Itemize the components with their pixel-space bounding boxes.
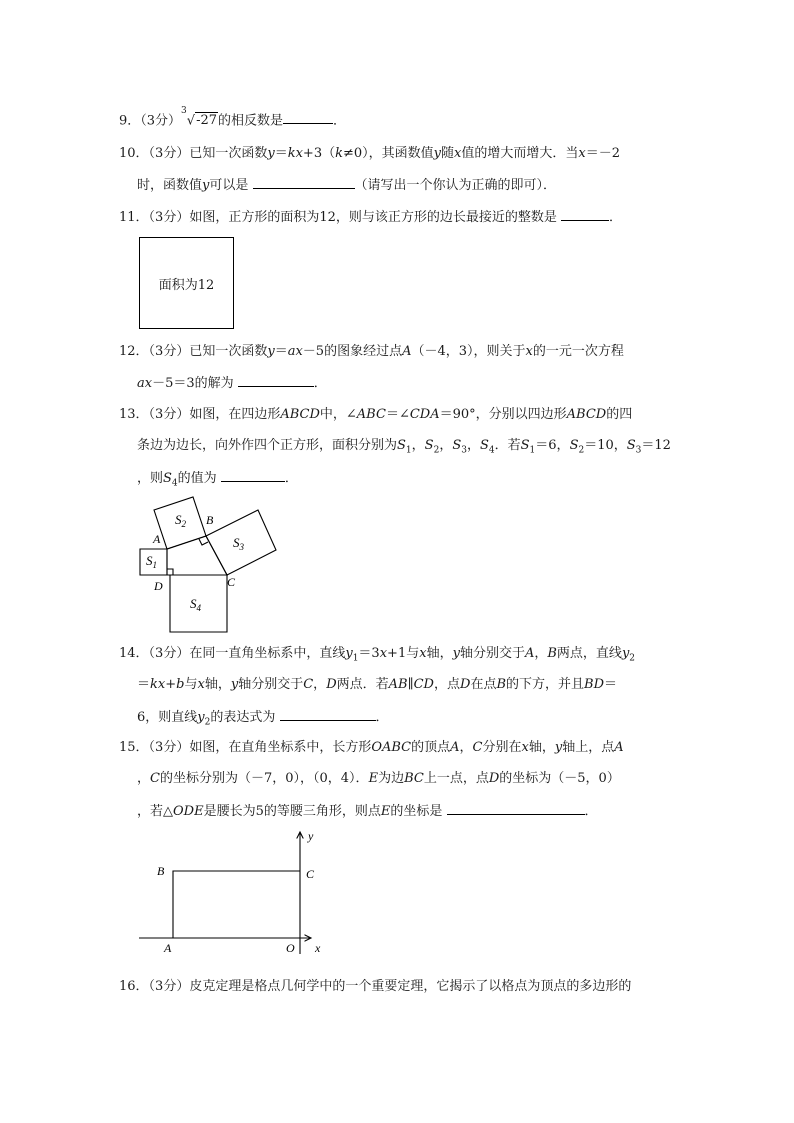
q13-answer-blank[interactable]	[221, 467, 285, 482]
var-y: y	[452, 646, 460, 661]
sub: 4	[488, 445, 495, 456]
var-B: B	[547, 646, 557, 661]
var-A: A	[524, 646, 535, 661]
var-b: b	[176, 677, 185, 692]
var-D: D	[326, 677, 337, 692]
var-x: x	[521, 740, 529, 755]
q13-text: ＝∠	[385, 407, 410, 422]
var-E: E	[368, 771, 379, 786]
square-area-label: 面积为12	[158, 278, 215, 293]
q15-text: ，	[137, 771, 151, 786]
q12-text: 的一元一次方程	[532, 344, 624, 359]
sub: 1	[405, 445, 412, 456]
var-A: A	[614, 740, 624, 755]
question-14-line-3	[137, 706, 389, 733]
q13-text: 的值为	[177, 471, 217, 486]
sep: ，	[439, 438, 453, 453]
q14-text: ，点	[433, 677, 460, 692]
var-D: D	[460, 677, 471, 692]
sep: ，	[411, 438, 425, 453]
var-ABCD: ABCD	[280, 407, 320, 422]
var-x: x	[578, 146, 586, 161]
q9-prefix: 9．（3分）	[119, 113, 182, 129]
sub: 2	[433, 445, 440, 456]
label-o: O	[286, 941, 295, 955]
var-S: S	[569, 438, 579, 453]
var-x: x	[379, 646, 388, 661]
label-c: C	[306, 867, 315, 881]
var-y: y	[202, 178, 210, 193]
q14-text: 6，则直线	[137, 710, 198, 725]
q10-text: （请写出一个你认为正确的即可）．	[354, 178, 557, 193]
question-12-line-2	[137, 372, 327, 394]
q15-answer-blank[interactable]	[447, 800, 585, 815]
label-s2: $S_2$	[175, 512, 186, 529]
var-AB: AB	[388, 677, 408, 692]
var-C: C	[303, 677, 314, 692]
cube-root-expression	[181, 107, 218, 131]
question-11	[119, 206, 622, 228]
rectangle-oabc	[173, 871, 300, 938]
q15-text: 轴上，点	[562, 740, 615, 755]
q14-text: 14．（3分）在同一直角坐标系中，直线	[119, 646, 346, 661]
var-kx: kx	[150, 677, 166, 692]
var-ABC: ABC	[356, 407, 386, 422]
question-14-line-2	[137, 675, 617, 695]
question-16	[119, 977, 631, 997]
q10-text: 可以是	[209, 178, 249, 193]
q15-text: 为边	[378, 771, 405, 786]
q12-text: 12．（3分）已知一次函数	[119, 344, 268, 359]
q13-end: ．	[284, 471, 298, 486]
q14-text: ＝3	[358, 646, 380, 661]
label-x: x	[315, 941, 321, 955]
q13-text: 13．（3分）如图，在四边形	[119, 407, 281, 422]
sub: 2	[578, 445, 585, 456]
var-ABCD: ABCD	[566, 407, 607, 422]
var-B: B	[496, 677, 507, 692]
sub: 1	[529, 445, 536, 456]
label-b: B	[157, 864, 165, 878]
label-s3: $S_3$	[233, 535, 244, 552]
q10-text: 值的增大而增大．当	[461, 146, 579, 161]
q14-text: 轴，	[204, 677, 231, 692]
radicand: -27	[196, 113, 218, 129]
label-d: D	[154, 579, 163, 593]
q14-text: 轴，	[426, 646, 453, 661]
label-a: A	[164, 941, 172, 955]
q14-text: 的下方，并且	[506, 677, 585, 692]
question-10-line-2	[137, 174, 556, 196]
var-CD: CD	[413, 677, 434, 692]
radical-sign: √	[186, 113, 196, 129]
var-S: S	[163, 471, 172, 486]
q15-text: 的坐标分别为（－7，0），（0，4）．	[159, 771, 369, 786]
q13-text: ，则	[137, 471, 164, 486]
q14-text: 两点．若	[336, 677, 389, 692]
q14-text: +	[165, 677, 177, 692]
q9-end: ．	[333, 113, 347, 129]
q13-text: ＝90°，分别以四边形	[439, 407, 567, 422]
var-x: x	[419, 646, 427, 661]
q15-text: ，若△	[137, 804, 173, 819]
q14-text: 两点，直线	[556, 646, 622, 661]
label-b: B	[206, 513, 214, 527]
label-c: C	[227, 575, 236, 589]
var-BD: BD	[584, 677, 605, 692]
q12-answer-blank[interactable]	[238, 372, 314, 387]
question-15-line-1	[119, 738, 624, 758]
q10-text: 10．（3分）已知一次函数	[119, 146, 268, 161]
q14-text: 的表达式为	[210, 710, 276, 725]
question-13-line-2	[137, 436, 671, 461]
q13-text: 条边为边长，向外作四个正方形，面积分别为	[137, 438, 398, 453]
q12-text: －5＝3的解为	[152, 376, 234, 391]
q13-text: ＝12	[641, 438, 671, 453]
question-9	[119, 107, 346, 131]
sep: ，	[534, 646, 548, 661]
var-S: S	[452, 438, 462, 453]
var-E: E	[380, 804, 391, 819]
quadrilateral-abcd	[167, 536, 227, 575]
var-BC: BC	[404, 771, 424, 786]
q14-text: ＝	[604, 677, 618, 692]
q12-text: （－4，3），则关于	[411, 344, 526, 359]
var-y: y	[433, 146, 442, 161]
var-y: y	[267, 146, 275, 161]
label-y: y	[308, 829, 314, 843]
q10-neq: ≠0），其函数值	[342, 146, 434, 161]
right-angle-b	[199, 539, 208, 545]
var-x: x	[454, 146, 462, 161]
q15-text: 分别在	[482, 740, 522, 755]
var-ODE: ODE	[173, 804, 204, 819]
var-S: S	[424, 438, 434, 453]
label-a: A	[153, 532, 161, 546]
sub: 3	[635, 445, 642, 456]
var-k: k	[335, 146, 343, 161]
q10-text: 时，函数值	[137, 178, 203, 193]
q13-text: 的四	[606, 407, 633, 422]
var-A: A	[450, 740, 460, 755]
var-ax: ax	[137, 376, 153, 391]
sep: ，	[466, 438, 480, 453]
sub: 2	[629, 653, 636, 664]
var-y: y	[230, 677, 239, 692]
right-angle-d	[167, 569, 173, 575]
sub: 1	[352, 653, 359, 664]
q14-end: ．	[375, 710, 389, 725]
question-13-line-1	[119, 405, 632, 425]
q11-end: ．	[609, 210, 623, 225]
q10-cond: ＝－2	[585, 146, 621, 161]
q11-text: 11．（3分）如图，正方形的面积为12，则与该正方形的边长最接近的整数是	[119, 210, 557, 225]
var-S: S	[626, 438, 636, 453]
root-index: 3	[181, 106, 187, 116]
q12-eq: ＝	[274, 344, 288, 359]
q13-text: ＝6，	[535, 438, 570, 453]
label-s4: $S_4$	[190, 596, 201, 613]
q15-text: 的顶点	[411, 740, 451, 755]
q12-end: ．	[313, 376, 327, 391]
sub: 4	[171, 478, 178, 489]
question-14-line-1	[119, 644, 635, 669]
q15-text: 上一点，点	[423, 771, 489, 786]
var-S: S	[397, 438, 406, 453]
question-15-line-2	[137, 769, 620, 789]
var-y: y	[267, 344, 275, 359]
q10-answer-blank[interactable]	[253, 174, 355, 189]
q13-text: ．若	[494, 438, 521, 453]
q15-text: 的坐标是	[390, 804, 443, 819]
label-s1: $S_1$	[146, 553, 157, 570]
var-OABC: OABC	[371, 740, 412, 755]
var-y: y	[197, 710, 205, 725]
sub: 2	[204, 717, 211, 728]
q15-text: 的坐标为（－5，0）	[499, 771, 620, 786]
var-kx: kx	[287, 146, 303, 161]
q14-text: 轴分别交于	[238, 677, 304, 692]
var-S: S	[479, 438, 489, 453]
q9-answer-blank[interactable]	[283, 109, 333, 124]
q13-squares-figure	[130, 492, 280, 637]
q15-text: 是腰长为5的等腰三角形，则点	[203, 804, 381, 819]
question-13-line-3	[137, 467, 298, 494]
q14-text: 轴分别交于	[459, 646, 525, 661]
var-CDA: CDA	[409, 407, 440, 422]
q9-suffix: 的相反数是	[218, 113, 284, 129]
var-y: y	[621, 646, 630, 661]
q15-end: ．	[584, 804, 598, 819]
var-ax: ax	[287, 344, 303, 359]
q11-answer-blank[interactable]	[561, 206, 609, 221]
q15-text: 15．（3分）如图，在直角坐标系中，长方形	[119, 740, 372, 755]
q14-answer-blank[interactable]	[280, 706, 376, 721]
q10-plus: +3（	[302, 146, 336, 161]
q16-text: 16．（3分）皮克定理是格点几何学中的一个重要定理，它揭示了以格点为顶点的多边形的	[119, 979, 632, 994]
var-S: S	[520, 438, 530, 453]
question-10-line-1	[119, 144, 620, 164]
q14-text: ＝	[137, 677, 151, 692]
q10-text: 随	[441, 146, 455, 161]
var-A: A	[402, 344, 412, 359]
q10-eq: ＝	[274, 146, 288, 161]
q14-text: 在点	[470, 677, 497, 692]
q11-square-figure	[139, 237, 234, 329]
var-x: x	[525, 344, 533, 359]
parallel-symbol: ∥	[407, 677, 414, 692]
q15-coordinate-figure	[135, 826, 335, 958]
var-y: y	[345, 646, 353, 661]
var-C: C	[472, 740, 483, 755]
var-y: y	[554, 740, 563, 755]
question-15-line-3	[137, 800, 598, 822]
q14-text: +1与	[387, 646, 420, 661]
sep: ，	[459, 740, 473, 755]
sub: 3	[461, 445, 467, 456]
var-C: C	[150, 771, 160, 786]
q13-text: 中，∠	[319, 407, 357, 422]
q14-text: 与	[184, 677, 198, 692]
var-x: x	[197, 677, 205, 692]
q15-text: 轴，	[528, 740, 555, 755]
question-12-line-1	[119, 342, 624, 362]
q13-text: ＝10，	[584, 438, 627, 453]
sep: ，	[313, 677, 327, 692]
q12-text: －5的图象经过点	[302, 344, 403, 359]
var-D: D	[488, 771, 500, 786]
